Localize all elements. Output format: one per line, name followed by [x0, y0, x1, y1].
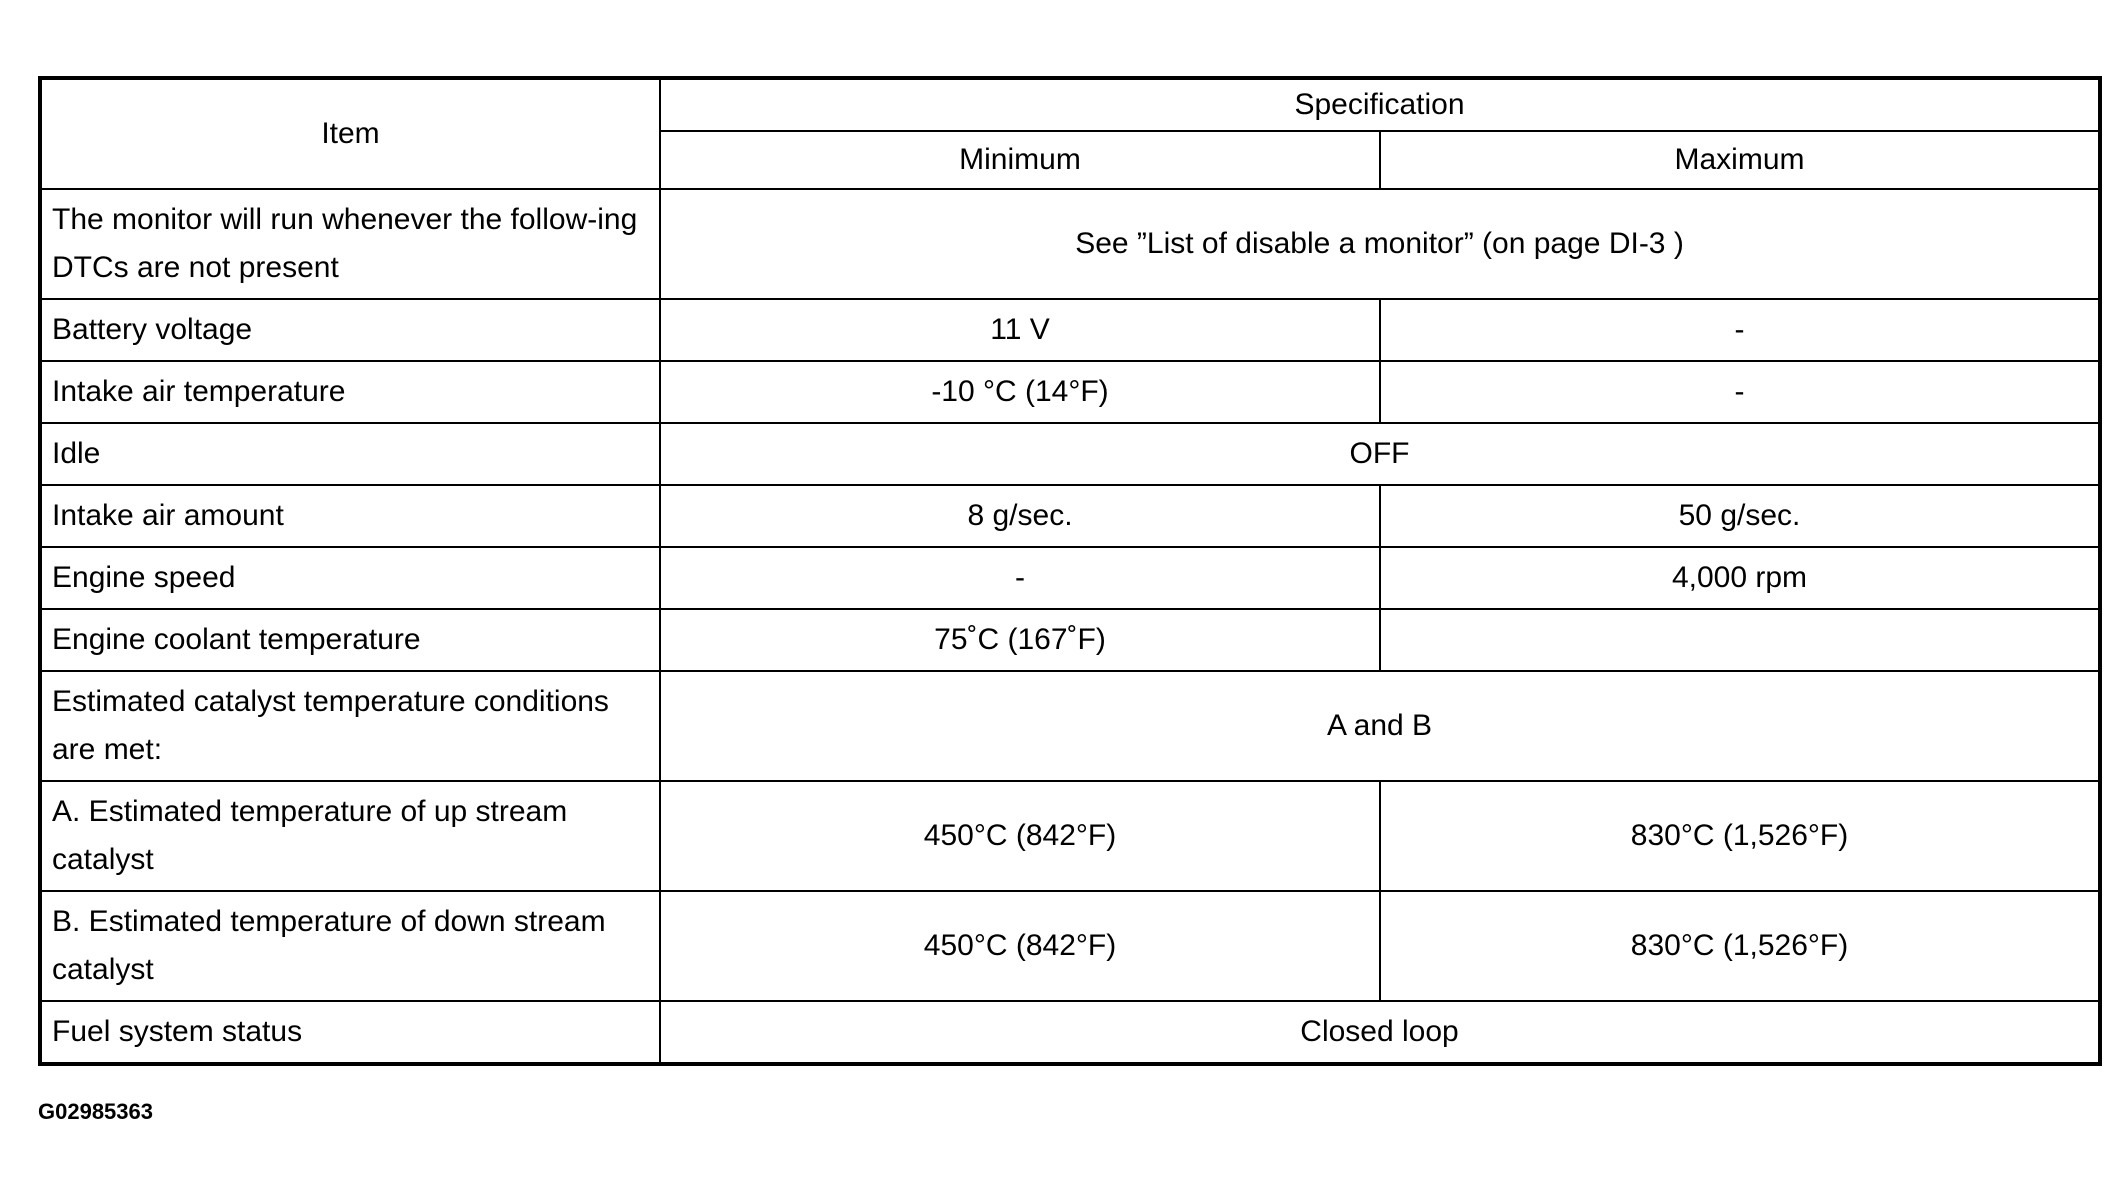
row-maximum: -: [1380, 361, 2100, 423]
table-row: [40, 891, 2100, 1001]
row-merged-value: OFF: [660, 423, 2100, 485]
row-minimum: 11 V: [660, 299, 1380, 361]
row-item: Intake air temperature: [40, 361, 660, 423]
table-row: [40, 547, 2100, 609]
table-row: [40, 423, 2100, 485]
row-minimum: 450°C (842°F): [660, 891, 1380, 1001]
row-item: Estimated catalyst temperature conditions are met:: [40, 671, 660, 781]
table-row: [40, 189, 2100, 299]
row-item: Idle: [40, 423, 660, 485]
row-item: A. Estimated temperature of up stream catalyst: [40, 781, 660, 891]
header-specification: Specification: [660, 78, 2100, 131]
row-maximum: 4,000 rpm: [1380, 547, 2100, 609]
table-row: [40, 609, 2100, 671]
row-item: B. Estimated temperature of down stream catalyst: [40, 891, 660, 1001]
row-merged-value: See ”List of disable a monitor” (on page DI-3 ): [660, 189, 2100, 299]
row-maximum: 830°C (1,526°F): [1380, 891, 2100, 1001]
row-item: The monitor will run whenever the follow-ing DTCs are not present: [40, 189, 660, 299]
row-maximum: [1380, 609, 2100, 671]
row-item: Engine speed: [40, 547, 660, 609]
row-merged-value: Closed loop: [660, 1001, 2100, 1064]
table-row: [40, 671, 2100, 781]
table-row: [40, 485, 2100, 547]
row-maximum: -: [1380, 299, 2100, 361]
row-maximum: 830°C (1,526°F): [1380, 781, 2100, 891]
header-maximum: Maximum: [1380, 131, 2100, 189]
row-item: Fuel system status: [40, 1001, 660, 1064]
figure-code: G02985363: [38, 1099, 153, 1124]
row-minimum: 8 g/sec.: [660, 485, 1380, 547]
specification-table: [38, 76, 2102, 1066]
row-item: Engine coolant temperature: [40, 609, 660, 671]
table-row: [40, 1001, 2100, 1064]
row-merged-value: A and B: [660, 671, 2100, 781]
table-row: [40, 299, 2100, 361]
row-item: Battery voltage: [40, 299, 660, 361]
header-item: Item: [40, 78, 660, 189]
header-minimum: Minimum: [660, 131, 1380, 189]
row-minimum: -10 °C (14°F): [660, 361, 1380, 423]
row-minimum: 75˚C (167˚F): [660, 609, 1380, 671]
table-row: [40, 781, 2100, 891]
table-row: [40, 361, 2100, 423]
row-item: Intake air amount: [40, 485, 660, 547]
row-minimum: -: [660, 547, 1380, 609]
row-minimum: 450°C (842°F): [660, 781, 1380, 891]
row-maximum: 50 g/sec.: [1380, 485, 2100, 547]
